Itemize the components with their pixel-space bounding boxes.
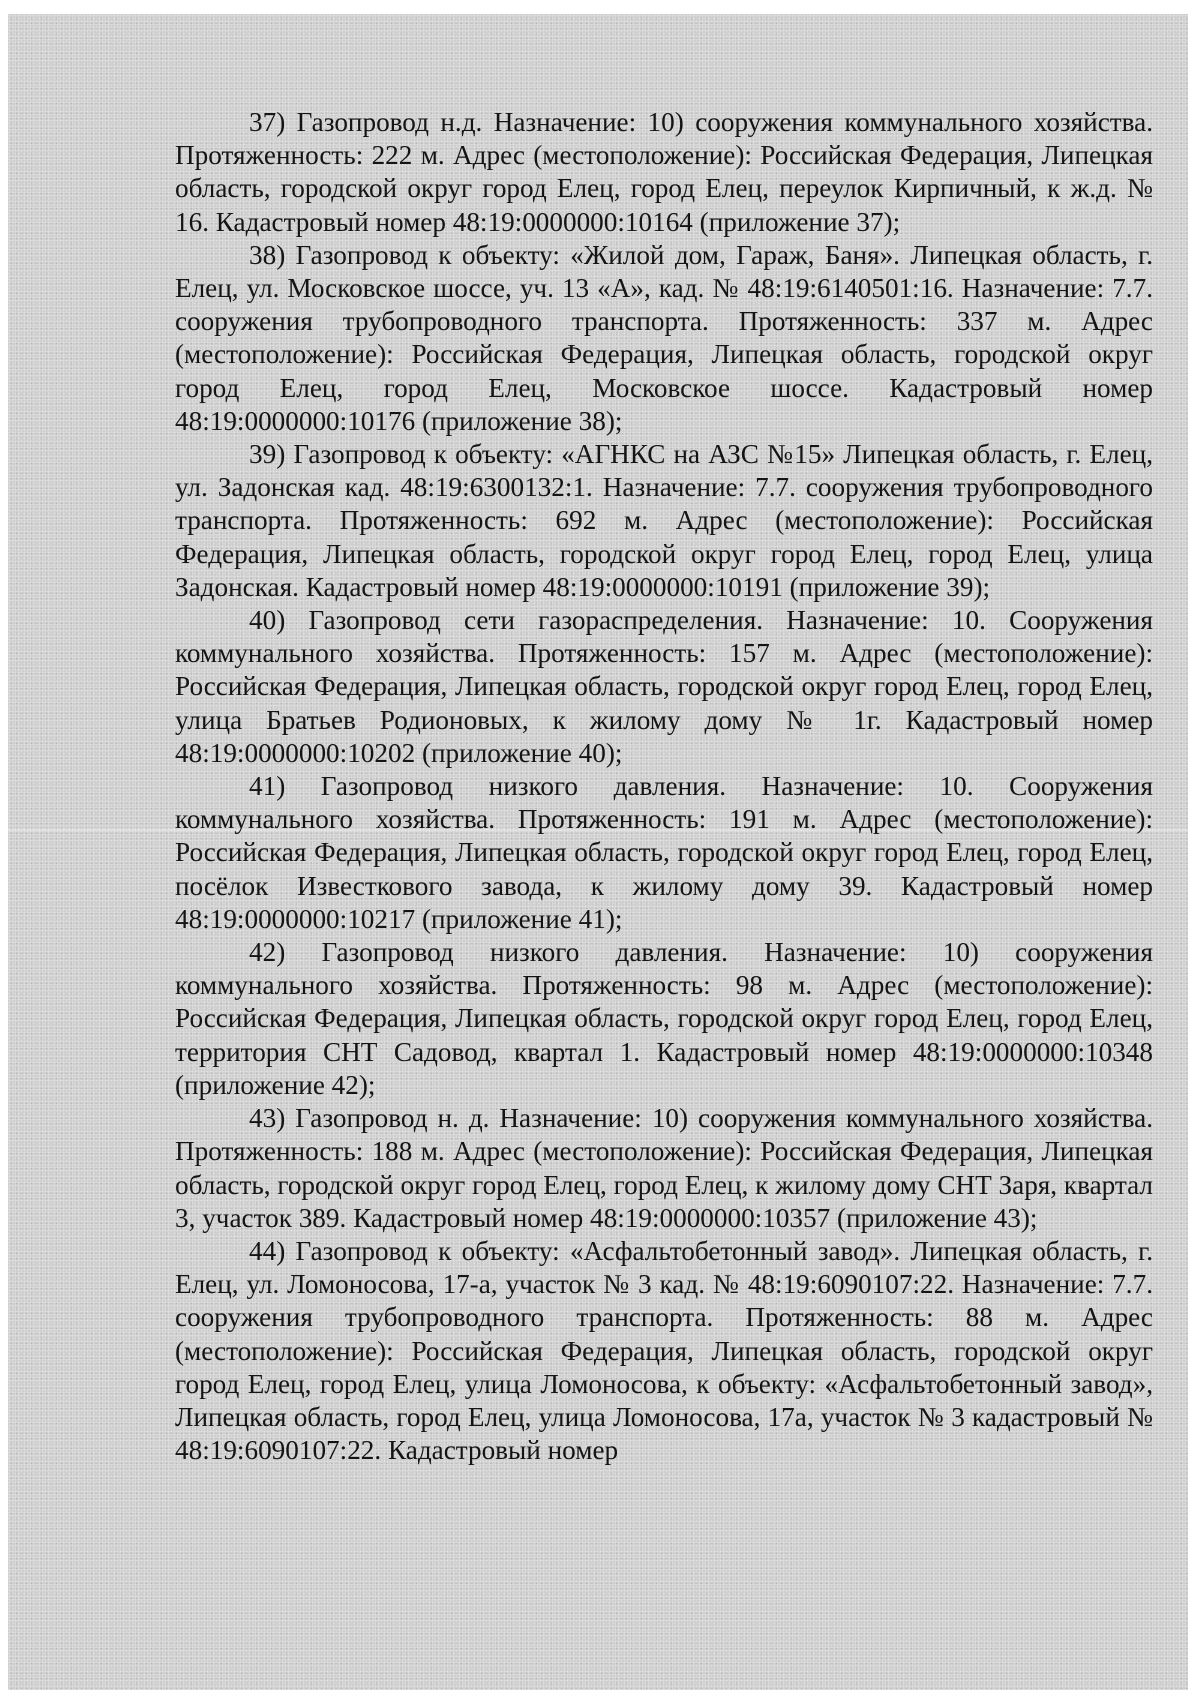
list-item-39: 39) Газопровод к объекту: «АГНКС на АЗС №15» Липецкая область, г. Елец, ул. Задонская кад. 48:19:6300132:1. Назначение: 7.7. сооружения трубопроводного транспорта. Протяженность: 692 м. Адрес (местоположение): Российская Федерация, Липецкая область, городской округ город Елец, город Елец, улица Задонская. Кадастровый номер 48:19:0000000:10191 (приложение 39); <box>175 439 1153 602</box>
list-item-40: 40) Газопровод сети газораспределения. Назначение: 10. Сооружения коммунального хозяйства. Протяженность: 157 м. Адрес (местоположение): Российская Федерация, Липецкая область, городской округ город Елец, город Елец, улица Братьев Родионовых, к жилому дому № 1г. Кадастровый номер 48:19:0000000:10202 (приложение 40); <box>175 605 1153 768</box>
scanned-page <box>8 14 1188 1690</box>
list-item-41: 41) Газопровод низкого давления. Назначение: 10. Сооружения коммунального хозяйства. Протяженность: 191 м. Адрес (местоположение): Российская Федерация, Липецкая область, городской округ город Елец, город Елец, посёлок Известкового завода, к жилому дому 39. Кадастровый номер 48:19:0000000:10217 (приложение 41); <box>175 771 1153 934</box>
list-item-43: 43) Газопровод н. д. Назначение: 10) сооружения коммунального хозяйства. Протяженность: 188 м. Адрес (местоположение): Российская Федерация, Липецкая область, городской округ город Елец, город Елец, к жилому дому СНТ Заря, квартал 3, участок 389. Кадастровый номер 48:19:0000000:10357 (приложение 43); <box>175 1103 1153 1233</box>
list-item-37: 37) Газопровод н.д. Назначение: 10) сооружения коммунального хозяйства. Протяженность: 222 м. Адрес (местоположение): Российская Федерация, Липецкая область, городской округ город Елец, город Елец, переулок Кирпичный, к ж.д. № 16. Кадастровый номер 48:19:0000000:10164 (приложение 37); <box>175 107 1153 237</box>
list-item-44: 44) Газопровод к объекту: «Асфальтобетонный завод». Липецкая область, г. Елец, ул. Ломоносова, 17-а, участок № 3 кад. № 48:19:6090107:22. Назначение: 7.7. сооружения трубопроводного транспорта. Протяженность: 88 м. Адрес (местоположение): Российская Федерация, Липецкая область, городской округ город Елец, город Елец, улица Ломоносова, к объекту: «Асфальтобетонный завод», Липецкая область, город Елец, улица Ломоносова, 17а, участок № 3 кадастровый № 48:19:6090107:22. Кадастровый номер <box>175 1235 1153 1466</box>
document-body <box>175 106 1153 1467</box>
list-item-42: 42) Газопровод низкого давления. Назначение: 10) сооружения коммунального хозяйства. Протяженность: 98 м. Адрес (местоположение): Российская Федерация, Липецкая область, городской округ город Елец, город Елец, территория СНТ Садовод, квартал 1. Кадастровый номер 48:19:0000000:10348 (приложение 42); <box>175 937 1153 1100</box>
list-item-38: 38) Газопровод к объекту: «Жилой дом, Гараж, Баня». Липецкая область, г. Елец, ул. Московское шоссе, уч. 13 «А», кад. № 48:19:6140501:16. Назначение: 7.7. сооружения трубопроводного транспорта. Протяженность: 337 м. Адрес (местоположение): Российская Федерация, Липецкая область, городской округ город Елец, город Елец, Московское шоссе. Кадастровый номер 48:19:0000000:10176 (приложение 38); <box>175 239 1153 436</box>
